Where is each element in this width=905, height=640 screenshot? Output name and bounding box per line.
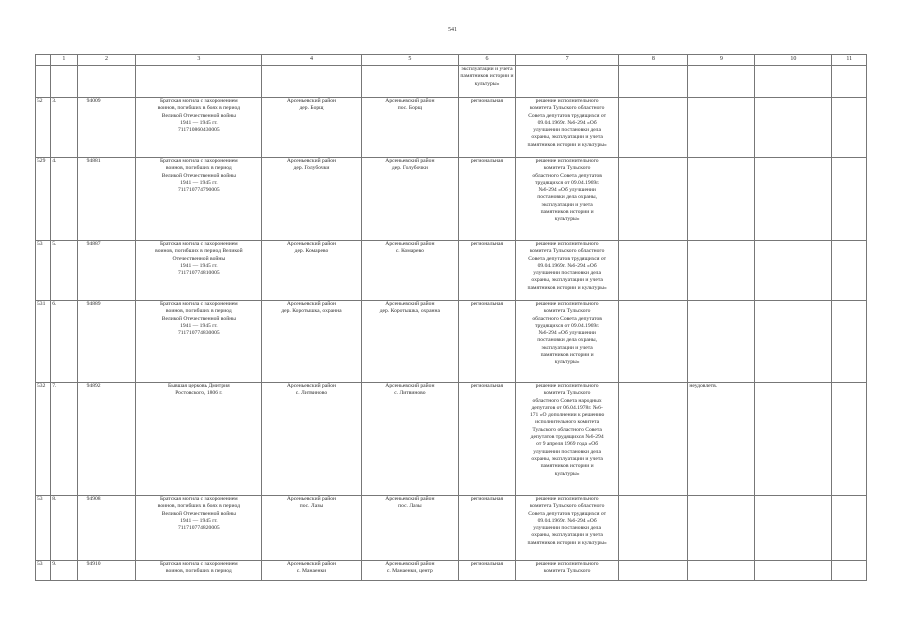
cell-text-line: 94892 (86, 383, 101, 389)
cell-documented-location (361, 66, 458, 98)
cell-actual-location (262, 383, 361, 496)
cell-text-line: Братская могила с захоронением (159, 496, 238, 502)
cell-text-line: депутатов от 06.04.1978г. №6- (531, 404, 603, 411)
cell-col-9 (755, 561, 832, 581)
table-row (36, 98, 867, 158)
cell-text-line: комитета Тульского (543, 568, 591, 575)
cell-text-line: 09.04.1969г. №6-294 «Об (537, 517, 597, 524)
cell-text-line: комитета Тульского областного (529, 105, 605, 112)
cell-registry-id (77, 496, 136, 561)
cell-text-line: Великой Отечественной войны (161, 510, 236, 517)
cell-documented-location (361, 383, 458, 496)
cell-documented-location (361, 301, 458, 383)
cell-text-line: 711710774820005 (177, 525, 220, 532)
cell-text-line: Арсеньевский район (286, 241, 337, 247)
cell-col-9 (755, 158, 832, 241)
cell-text-line: пос. Лазы (398, 503, 422, 510)
cell-text-line: памятников истории и (460, 73, 514, 80)
cell-documented-location (361, 158, 458, 241)
cell-text-line: 53 (37, 241, 43, 247)
cell-text-line: от 9 апреля 1969 года «Об (536, 441, 599, 448)
cell-text-line: 531 (37, 301, 46, 307)
cell-col-7 (619, 496, 688, 561)
cell-text-line: воинов, погибших в период (165, 308, 232, 315)
cell-significance-category (459, 158, 516, 241)
cell-text-line: 1941 — 1945 гг. (180, 119, 218, 126)
cell-condition (688, 158, 755, 241)
cell-row-index (51, 158, 77, 241)
cell-text-line: 8. (52, 496, 57, 502)
cell-text-line: Великой Отечественной войны (161, 315, 236, 322)
cell-col-7 (619, 301, 688, 383)
cell-text-line: дер. Коротышка, охранна (379, 308, 441, 315)
cell-text-line: 711710774830005 (177, 330, 220, 337)
cell-text-line: 1941 — 1945 гг. (180, 179, 218, 186)
cell-text-line: дер. Борщ (299, 105, 324, 112)
cell-registry-id (77, 158, 136, 241)
cell-text-line: Бывшая церковь Дмитрия (167, 383, 230, 389)
cell-text-line: Братская могила с захоронением (159, 158, 238, 164)
cell-condition (688, 241, 755, 301)
cell-protection-decision (515, 98, 618, 158)
cell-text-line: воинов, погибших в боях в период (157, 105, 240, 112)
cell-condition (688, 383, 755, 496)
cell-significance-category (459, 241, 516, 301)
cell-object-name (136, 98, 262, 158)
cell-text-line: охраны, эксплуатации и учета (531, 455, 603, 462)
cell-col-7 (619, 98, 688, 158)
cell-col-9 (755, 301, 832, 383)
cell-col-10 (832, 98, 867, 158)
cell-text-line: памятников истории и (540, 352, 594, 359)
cell-text-line: 94887 (86, 241, 101, 247)
cell-registry-id (77, 383, 136, 496)
cell-documented-location (361, 496, 458, 561)
cell-row-index (51, 66, 77, 98)
cell-text-line: комитета Тульского (543, 390, 591, 397)
cell-text-line: исполнительного комитета (535, 419, 600, 426)
cell-text-line: Братская могила с захоронением (159, 241, 238, 247)
cell-text-line: решение исполнительного (535, 158, 599, 164)
cell-text-line: региональная (470, 158, 504, 164)
cell-col-9 (755, 383, 832, 496)
cell-text-line: Отечественной войны (172, 255, 226, 262)
column-number: 2 (77, 55, 136, 66)
cell-text-line: культуры» (554, 216, 580, 223)
cell-text-line: охраны, эксплуатации и учета (531, 532, 603, 539)
cell-object-name (136, 496, 262, 561)
cell-text-line: культуры» (554, 470, 580, 477)
cell-text-line: дер. Коротышка, охранна (281, 308, 342, 315)
cell-text-line: улучшении постановки дела (533, 270, 601, 277)
cell-row-mark (36, 241, 51, 301)
table-row (36, 301, 867, 383)
cell-text-line: Арсеньевский район (286, 561, 337, 567)
cell-text-line: региональная (470, 98, 504, 104)
cell-text-line: 94910 (86, 561, 101, 567)
table-row (36, 561, 867, 581)
cell-text-line: постановки дела охраны, (537, 194, 598, 201)
cell-text-line: 529 (37, 158, 46, 164)
cell-text-line: Совета депутатов трудящихся от (528, 510, 607, 517)
cell-text-line: 532 (37, 383, 46, 389)
cell-text-line: памятников истории и культуры» (527, 141, 607, 148)
cell-text-line: 53 (37, 561, 43, 567)
cell-text-line: 711710774790005 (177, 187, 220, 194)
column-number: 3 (136, 55, 262, 66)
cell-text-line: решение исполнительного (535, 301, 599, 307)
cell-text-line: Арсеньевский район (385, 98, 435, 104)
column-number: 6 (459, 55, 516, 66)
cell-text-line: культуры» (554, 359, 580, 366)
cell-object-name (136, 66, 262, 98)
cell-text-line: 1941 — 1945 гг. (180, 322, 218, 329)
cell-text-line: памятников истории и культуры» (527, 284, 607, 291)
cell-documented-location (361, 241, 458, 301)
cell-text-line: 1941 — 1945 гг. (180, 517, 218, 524)
cell-text-line: неудовлетв. (689, 383, 718, 389)
cell-text-line: дер. Голубочки (391, 165, 428, 172)
cell-actual-location (262, 561, 361, 581)
cell-text-line: дер. Комарево (294, 248, 329, 255)
cell-text-line: Арсеньевский район (286, 98, 337, 104)
column-number-row (36, 55, 867, 66)
cell-text-line: Арсеньевский район (286, 158, 337, 164)
cell-text-line: 711710774810005 (177, 270, 220, 277)
cell-registry-id (77, 301, 136, 383)
column-number: 4 (262, 55, 361, 66)
cell-text-line: 3. (52, 98, 57, 104)
cell-row-mark (36, 496, 51, 561)
cell-text-line: Арсеньевский район (385, 301, 435, 307)
cell-row-mark (36, 561, 51, 581)
cell-text-line: №6-294 «Об улучшении (538, 187, 596, 194)
cell-text-line: Братская могила с захоронением (159, 98, 238, 104)
cell-text-line: Ростовского, 1806 г. (175, 390, 223, 397)
cell-text-line: депутатов трудящихся №6-294 (530, 434, 604, 441)
cell-text-line: эксплуатации и учета (541, 344, 593, 351)
cell-registry-id (77, 241, 136, 301)
cell-col-10 (832, 66, 867, 98)
cell-registry-id (77, 98, 136, 158)
cell-text-line: 6. (52, 301, 57, 307)
cell-col-10 (832, 301, 867, 383)
cell-significance-category (459, 66, 516, 98)
cell-text-line: 53 (37, 496, 43, 502)
cell-col-10 (832, 561, 867, 581)
cell-text-line: воинов, погибших в период Великой (155, 248, 243, 255)
cell-text-line: охраны, эксплуатации и учета (531, 134, 603, 141)
cell-col-7 (619, 241, 688, 301)
cell-text-line: улучшении постановки дела (533, 127, 601, 134)
cell-text-line: 171 «О дополнении к решению (529, 412, 605, 419)
cell-condition (688, 561, 755, 581)
table-row (36, 158, 867, 241)
cell-condition (688, 301, 755, 383)
cell-protection-decision (515, 561, 618, 581)
cell-col-10 (832, 496, 867, 561)
cell-text-line: региональная (470, 561, 504, 567)
cell-text-line: 94889 (86, 301, 101, 307)
cell-text-line: областного Совета депутатов (532, 315, 602, 322)
cell-protection-decision (515, 496, 618, 561)
cell-text-line: региональная (470, 241, 504, 247)
cell-object-name (136, 383, 262, 496)
cell-actual-location (262, 66, 361, 98)
cell-condition (688, 66, 755, 98)
cell-col-7 (619, 383, 688, 496)
cell-text-line: Совета депутатов трудящихся от (528, 255, 607, 262)
cell-text-line: 94908 (86, 496, 101, 502)
cell-text-line: памятников истории и (540, 209, 594, 216)
cell-actual-location (262, 496, 361, 561)
cell-text-line: региональная (470, 383, 504, 389)
cell-text-line: с. Комарево (395, 248, 424, 255)
cell-actual-location (262, 98, 361, 158)
cell-text-line: №6-294 «Об улучшении (538, 330, 596, 337)
cell-text-line: решение исполнительного (535, 98, 599, 104)
cell-text-line: Тульского областного Совета (532, 426, 602, 433)
cell-text-line: дер. Голубочки (293, 165, 330, 172)
cell-text-line: Братская могила с захоронением (159, 561, 238, 567)
cell-row-index (51, 561, 77, 581)
cell-significance-category (459, 98, 516, 158)
column-number: 7 (515, 55, 618, 66)
cell-protection-decision (515, 301, 618, 383)
cell-text-line: Великой Отечественной войны (161, 112, 236, 119)
cell-text-line: памятников истории и культуры» (527, 539, 607, 546)
cell-text-line: с. Манаенки, центр (386, 568, 433, 575)
cell-text-line: комитета Тульского (543, 165, 591, 172)
cell-row-mark (36, 98, 51, 158)
cell-text-line: с. Манаенки (296, 568, 327, 575)
cell-text-line: Арсеньевский район (286, 301, 337, 307)
cell-significance-category (459, 496, 516, 561)
cell-text-line: трудящихся от 09.04.1969г. (534, 179, 600, 186)
cell-text-line: культуры» (474, 80, 500, 87)
cell-text-line: 09.04.1969г. №6-294 «Об (537, 262, 597, 269)
cell-significance-category (459, 301, 516, 383)
cell-col-7 (619, 66, 688, 98)
cell-object-name (136, 241, 262, 301)
cell-text-line: 5. (52, 241, 57, 247)
cell-text-line: Арсеньевский район (286, 383, 337, 389)
cell-text-line: Арсеньевский район (286, 496, 337, 502)
cell-text-line: 711710860430005 (177, 127, 220, 134)
cell-text-line: Арсеньевский район (385, 241, 435, 247)
cell-text-line: решение исполнительного (535, 496, 599, 502)
cell-col-9 (755, 241, 832, 301)
cell-text-line: постановки дела охраны, (537, 337, 598, 344)
cell-text-line: комитета Тульского областного (529, 503, 605, 510)
cell-significance-category (459, 561, 516, 581)
cell-protection-decision (515, 383, 618, 496)
cell-col-10 (832, 383, 867, 496)
cell-registry-id (77, 561, 136, 581)
cell-object-name (136, 158, 262, 241)
cell-row-index (51, 241, 77, 301)
cell-text-line: 94009 (86, 98, 101, 104)
cell-text-line: воинов, погибших в период (165, 568, 232, 575)
cell-object-name (136, 301, 262, 383)
cell-registry-id (77, 66, 136, 98)
cell-text-line: 94881 (86, 158, 101, 164)
table-row (36, 66, 867, 98)
cell-text-line: решение исполнительного (535, 241, 599, 247)
cell-row-mark (36, 383, 51, 496)
cell-text-line: пос. Борщ (397, 105, 423, 112)
cell-text-line: воинов, погибших в боях в период (157, 503, 240, 510)
cell-text-line: 7. (52, 383, 57, 389)
cell-row-mark (36, 158, 51, 241)
cell-row-index (51, 383, 77, 496)
cell-col-7 (619, 158, 688, 241)
cell-col-9 (755, 496, 832, 561)
cell-row-index (51, 301, 77, 383)
cell-row-index (51, 98, 77, 158)
cell-text-line: охраны, эксплуатации и учета (531, 277, 603, 284)
cell-text-line: Арсеньевский район (385, 158, 435, 164)
cell-significance-category (459, 383, 516, 496)
cell-col-9 (755, 98, 832, 158)
cell-text-line: эксплуатации и учета (541, 201, 593, 208)
column-number (36, 55, 51, 66)
cell-documented-location (361, 561, 458, 581)
cell-text-line: Великой Отечественной войны (161, 172, 236, 179)
cell-col-9 (755, 66, 832, 98)
cell-row-index (51, 496, 77, 561)
table-row (36, 496, 867, 561)
cell-text-line: Братская могила с захоронением (159, 301, 238, 307)
cell-col-10 (832, 241, 867, 301)
cell-text-line: трудящихся от 09.04.1969г. (534, 322, 600, 329)
cell-text-line: Арсеньевский район (385, 561, 435, 567)
cell-text-line: региональная (470, 301, 504, 307)
cell-text-line: улучшении постановки дела (533, 525, 601, 532)
column-number: 10 (755, 55, 832, 66)
cell-protection-decision (515, 241, 618, 301)
table-row (36, 241, 867, 301)
cell-text-line: 9. (52, 561, 57, 567)
cell-protection-decision (515, 158, 618, 241)
cell-text-line: решение исполнительного (535, 383, 599, 389)
cell-row-mark (36, 301, 51, 383)
cell-text-line: памятников истории и (540, 463, 594, 470)
cell-actual-location (262, 301, 361, 383)
column-number: 11 (832, 55, 867, 66)
cell-text-line: эксплуатации и учета (461, 66, 513, 72)
cell-text-line: с. Литвиново (394, 390, 426, 397)
cell-text-line: комитета Тульского (543, 308, 591, 315)
cell-text-line: Совета депутатов трудящихся от (528, 112, 607, 119)
page-number: 541 (448, 27, 457, 33)
cell-col-10 (832, 158, 867, 241)
column-number: 9 (688, 55, 755, 66)
cell-col-7 (619, 561, 688, 581)
cell-text-line: воинов, погибших в период (165, 165, 232, 172)
cell-text-line: областного Совета народных (532, 397, 602, 404)
cell-text-line: 4. (52, 158, 57, 164)
cell-condition (688, 496, 755, 561)
cell-text-line: 52 (37, 98, 43, 104)
cell-text-line: Арсеньевский район (385, 496, 435, 502)
cell-actual-location (262, 241, 361, 301)
monuments-register-table (35, 54, 867, 581)
column-number: 1 (51, 55, 77, 66)
column-number: 8 (619, 55, 688, 66)
cell-text-line: решение исполнительного (535, 561, 599, 567)
cell-text-line: региональная (470, 496, 504, 502)
cell-text-line: комитета Тульского областного (529, 248, 605, 255)
cell-text-line: с. Литвиново (295, 390, 328, 397)
cell-row-mark (36, 66, 51, 98)
cell-documented-location (361, 98, 458, 158)
cell-actual-location (262, 158, 361, 241)
cell-protection-decision (515, 66, 618, 98)
column-number: 5 (361, 55, 458, 66)
cell-text-line: 09.04.1969г. №6-294 «Об (537, 119, 597, 126)
cell-text-line: Арсеньевский район (385, 383, 435, 389)
table-row (36, 383, 867, 496)
cell-text-line: областного Совета депутатов (532, 172, 602, 179)
cell-text-line: пос. Лазы (299, 503, 324, 510)
cell-condition (688, 98, 755, 158)
cell-object-name (136, 561, 262, 581)
cell-text-line: улучшении постановки дела (533, 448, 601, 455)
cell-text-line: 1941 — 1945 гг. (180, 262, 218, 269)
